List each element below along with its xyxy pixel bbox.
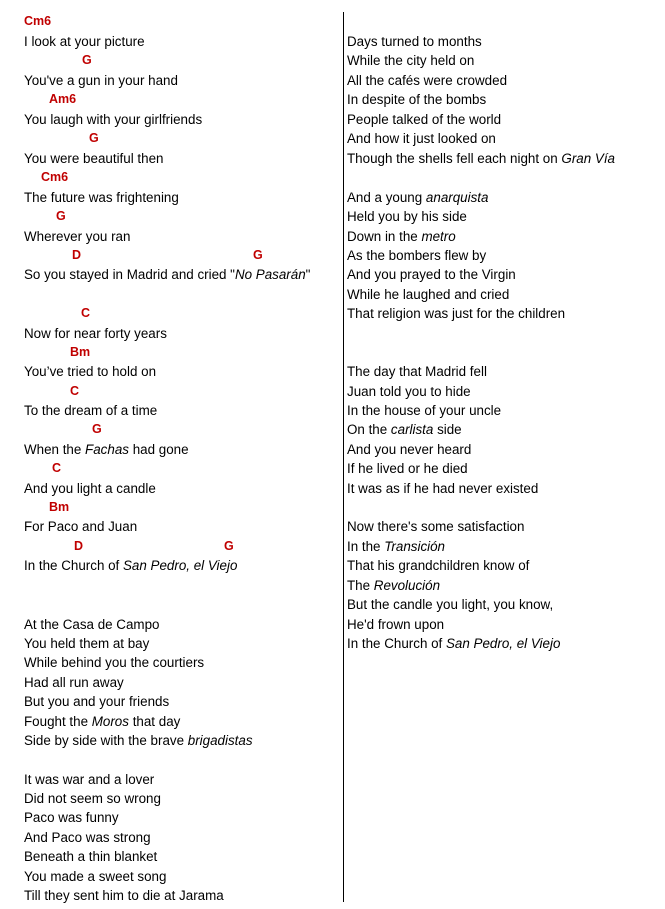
lyric-line: You made a sweet song xyxy=(24,869,167,884)
lyric-line xyxy=(24,712,180,731)
lyric-line: The future was frightening xyxy=(24,190,179,205)
lyric-italic: anarquista xyxy=(425,190,489,205)
lyric-italic: San Pedro, el Viejo xyxy=(446,636,561,651)
chord: G xyxy=(82,53,92,67)
lyric-line xyxy=(24,731,253,750)
lyric-line xyxy=(347,149,615,168)
lyric-text: Side by side with the brave xyxy=(24,733,188,748)
lyric-line: Wherever you ran xyxy=(24,229,131,244)
lyric-line: At the Casa de Campo xyxy=(24,617,160,632)
chord: D xyxy=(72,248,82,262)
chord: Cm6 xyxy=(41,170,69,184)
chord: Bm xyxy=(49,500,70,514)
lyric-text: that day xyxy=(128,714,181,729)
lyric-line: And you never heard xyxy=(347,442,472,457)
lyric-line: Had all run away xyxy=(24,675,124,690)
lyric-line: And you light a candle xyxy=(24,481,156,496)
lyric-line xyxy=(24,265,310,284)
lyric-line: Now for near forty years xyxy=(24,326,167,341)
lyric-line: Beneath a thin blanket xyxy=(24,849,158,864)
chord: D xyxy=(74,539,84,553)
lyric-line xyxy=(347,227,456,246)
lyric-line: It was as if he had never existed xyxy=(347,481,539,496)
lyric-line: And how it just looked on xyxy=(347,131,496,146)
lyric-line: I look at your picture xyxy=(24,34,145,49)
lyric-text: In the Church of xyxy=(347,636,446,651)
lyric-italic: metro xyxy=(421,229,456,244)
lyric-line xyxy=(347,188,488,207)
lyric-text: Fought the xyxy=(24,714,92,729)
lyric-text: side xyxy=(433,422,462,437)
lyric-line: That religion was just for the children xyxy=(347,306,566,321)
lyric-text: On the xyxy=(347,422,391,437)
lyric-line: It was war and a lover xyxy=(24,772,155,787)
lyric-line: Till they sent him to die at Jarama xyxy=(24,888,224,903)
lyric-italic: Gran Vía xyxy=(561,151,615,166)
chord: G xyxy=(92,422,102,436)
chord: Cm6 xyxy=(24,14,52,28)
lyric-line: All the cafés were crowded xyxy=(347,73,508,88)
lyric-line: In the house of your uncle xyxy=(347,403,502,418)
lyric-line: And Paco was strong xyxy=(24,830,151,845)
lyric-line: The day that Madrid fell xyxy=(347,364,487,379)
lyric-text: The xyxy=(347,578,374,593)
lyric-line: To the dream of a time xyxy=(24,403,158,418)
lyric-line: You laugh with your girlfriends xyxy=(24,112,203,127)
lyric-italic: Transición xyxy=(384,539,446,554)
lyric-line: As the bombers flew by xyxy=(347,248,487,263)
lyric-text: Down in the xyxy=(347,229,422,244)
column-divider xyxy=(343,12,344,902)
lyric-text: When the xyxy=(24,442,86,457)
lyric-line: Held you by his side xyxy=(347,209,467,224)
chord: G xyxy=(224,539,234,553)
lyric-text: " xyxy=(305,267,311,282)
lyric-line xyxy=(24,556,237,575)
chord: C xyxy=(81,306,91,320)
lyric-italic: Fachas xyxy=(85,442,129,457)
lyric-text: In the Church of xyxy=(24,558,123,573)
chord: Bm xyxy=(70,345,91,359)
lyric-line: You’ve tried to hold on xyxy=(24,364,157,379)
lyric-line: While the city held on xyxy=(347,53,475,68)
lyric-line: Paco was funny xyxy=(24,810,119,825)
lyric-text: Though the shells fell each night on xyxy=(347,151,562,166)
chord: G xyxy=(56,209,66,223)
lyric-line: People talked of the world xyxy=(347,112,502,127)
lyric-line: Juan told you to hide xyxy=(347,384,471,399)
lyric-line: In despite of the bombs xyxy=(347,92,487,107)
lyric-line: While behind you the courtiers xyxy=(24,655,205,670)
lyric-italic: Moros xyxy=(91,714,129,729)
lyric-line: You held them at bay xyxy=(24,636,150,651)
lyric-line xyxy=(24,440,189,459)
lyric-line: But the candle you light, you know, xyxy=(347,597,554,612)
lyric-line: Now there's some satisfaction xyxy=(347,519,525,534)
lyric-italic: Revolución xyxy=(373,578,441,593)
lyric-line: But you and your friends xyxy=(24,694,170,709)
lyric-line: And you prayed to the Virgin xyxy=(347,267,516,282)
lyric-line xyxy=(347,420,462,439)
chord: Am6 xyxy=(49,92,77,106)
lyric-text: had gone xyxy=(128,442,189,457)
lyric-italic: San Pedro, el Viejo xyxy=(123,558,238,573)
lyric-line: Did not seem so wrong xyxy=(24,791,161,806)
lyric-line: For Paco and Juan xyxy=(24,519,138,534)
chord: C xyxy=(70,384,80,398)
lyric-text: So you stayed in Madrid and cried " xyxy=(24,267,235,282)
lyric-line: While he laughed and cried xyxy=(347,287,510,302)
lyric-line xyxy=(347,537,445,556)
lyric-line: You've a gun in your hand xyxy=(24,73,178,88)
lyric-line: That his grandchildren know of xyxy=(347,558,530,573)
lyric-line xyxy=(347,576,440,595)
lyric-text: In the xyxy=(347,539,385,554)
lyric-line: If he lived or he died xyxy=(347,461,468,476)
lyric-text: And a young xyxy=(347,190,426,205)
lyric-italic: carlista xyxy=(390,422,434,437)
lyric-line xyxy=(347,634,560,653)
lyric-line: You were beautiful then xyxy=(24,151,164,166)
chord: C xyxy=(52,461,62,475)
lyric-italic: brigadistas xyxy=(187,733,253,748)
chord: G xyxy=(253,248,263,262)
lyric-italic: No Pasarán xyxy=(234,267,306,282)
chord: G xyxy=(89,131,99,145)
lyric-line: Days turned to months xyxy=(347,34,482,49)
lyric-line: He'd frown upon xyxy=(347,617,445,632)
